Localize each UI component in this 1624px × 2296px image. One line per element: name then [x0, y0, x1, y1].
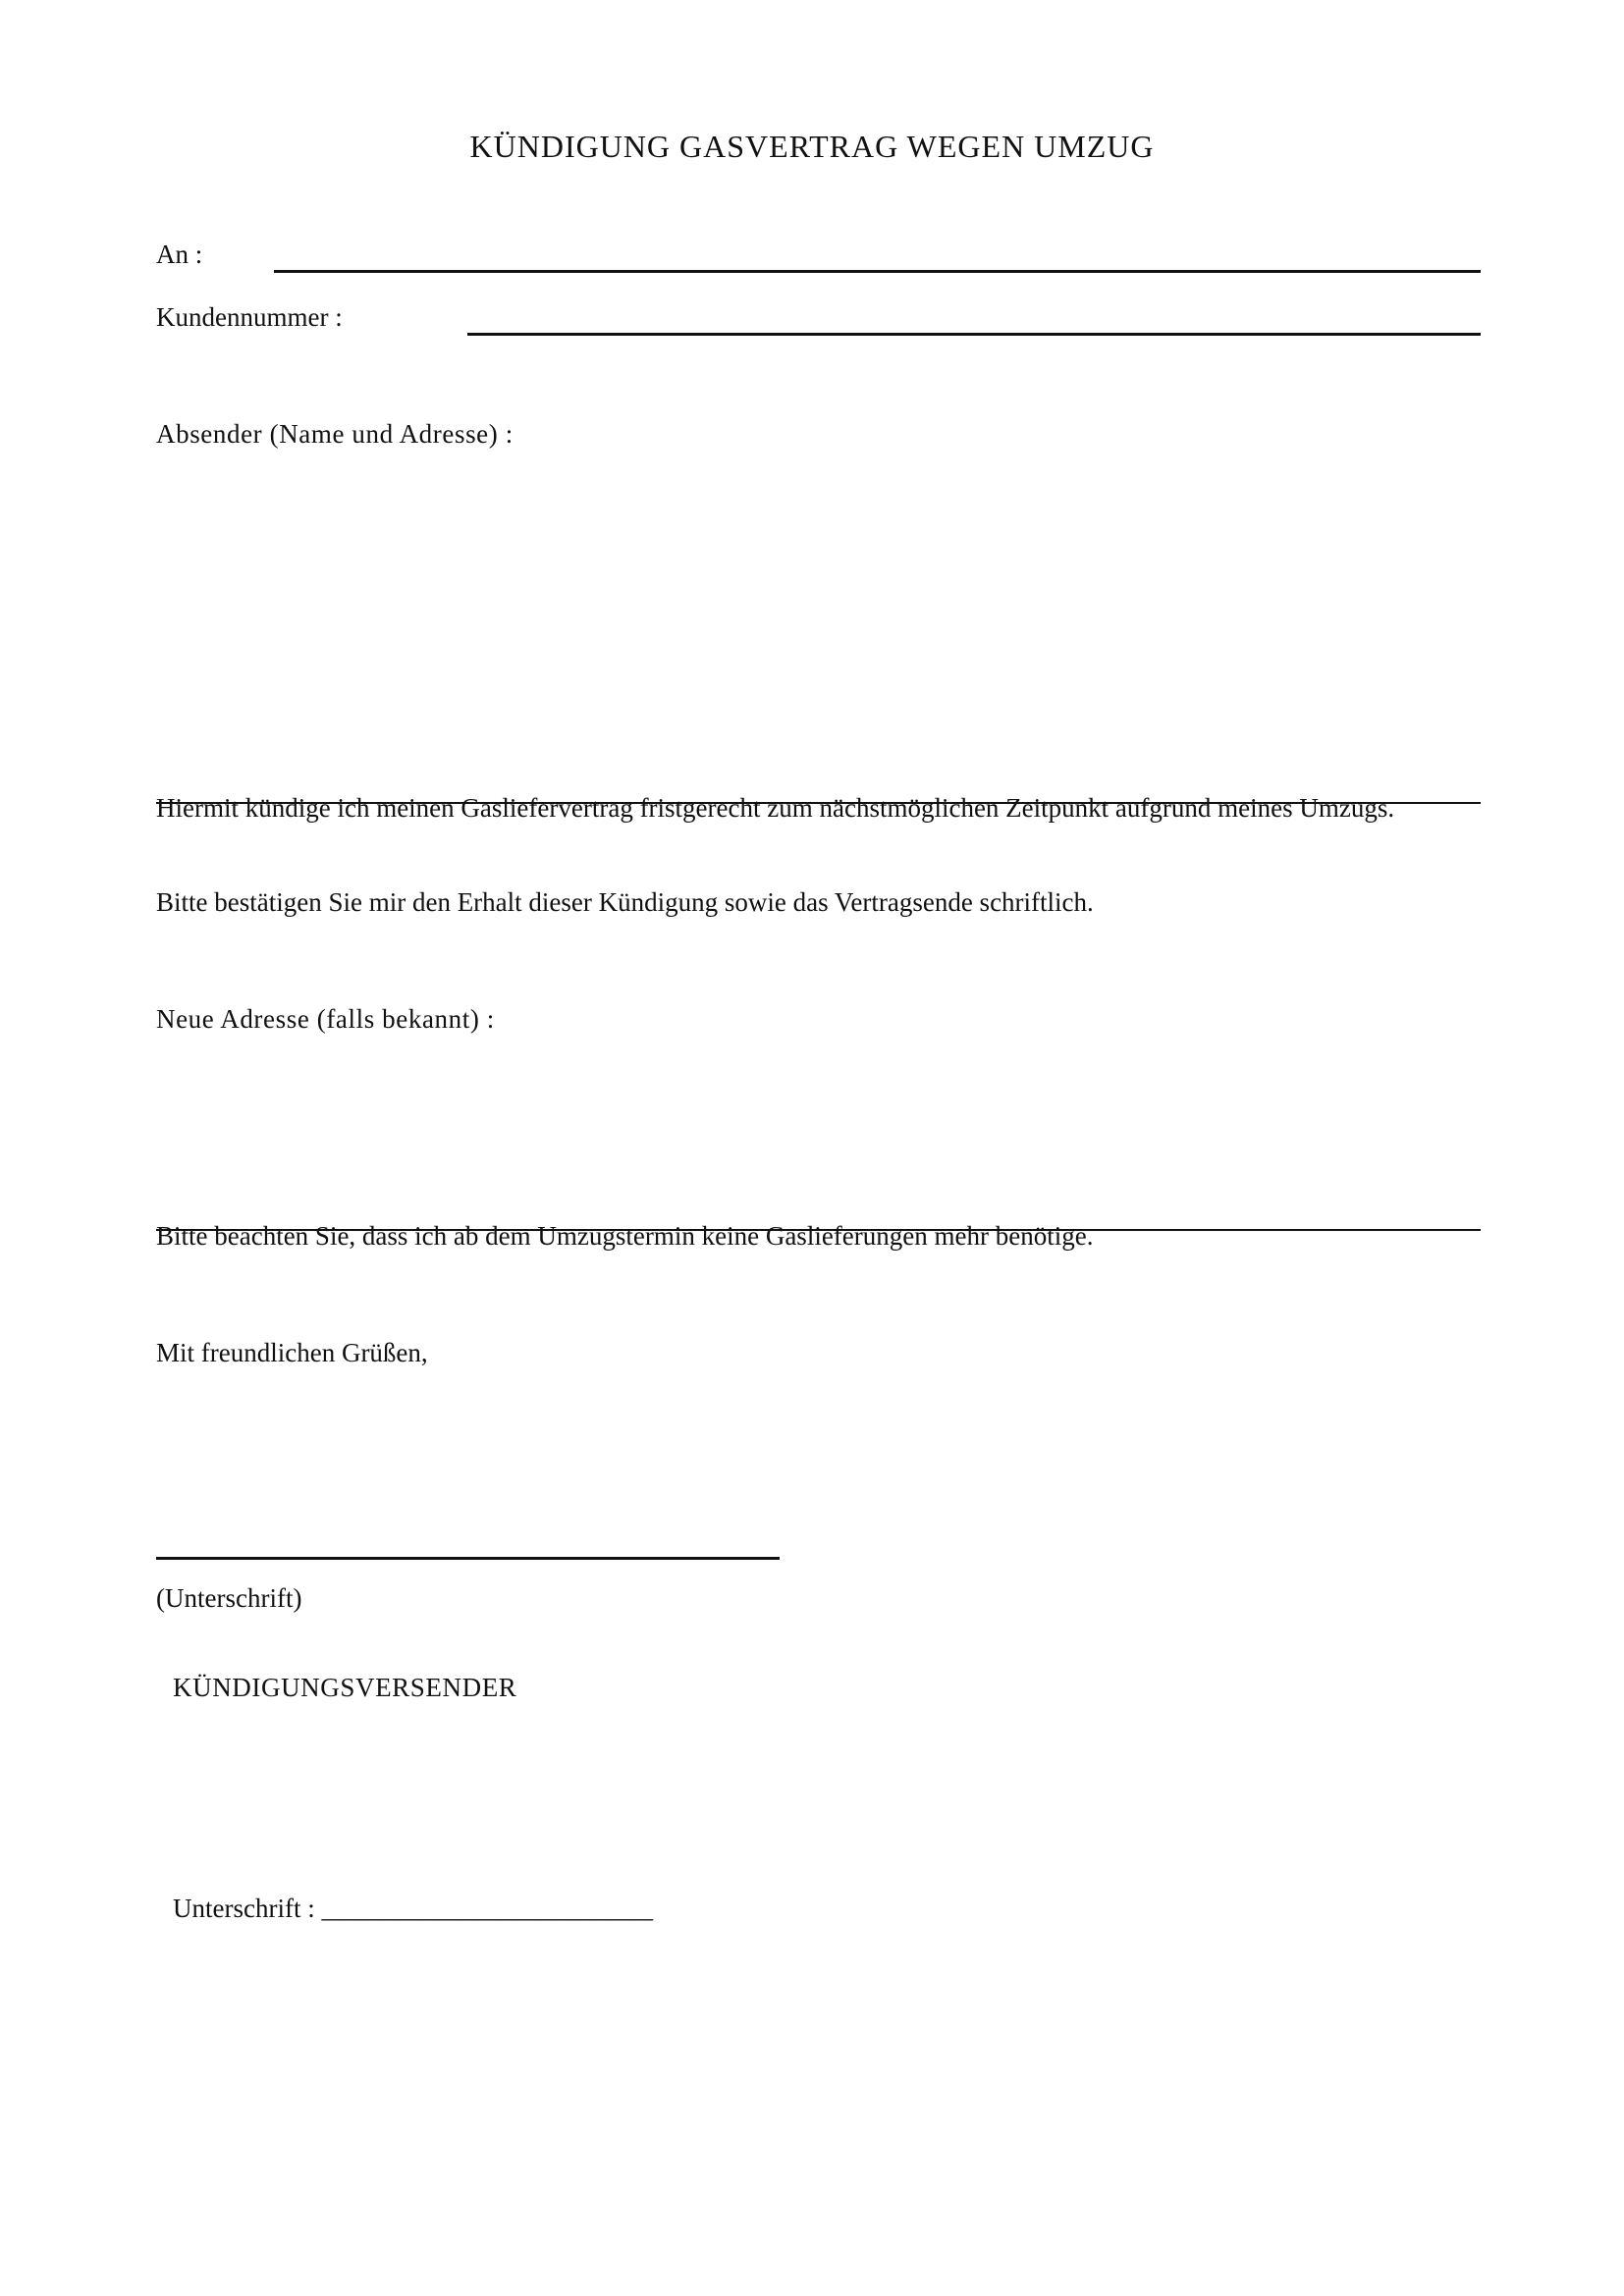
an-label: An : [156, 240, 203, 269]
kundennummer-label: Kundennummer : [156, 302, 343, 332]
versender-unterschrift-line[interactable]: Unterschrift : _________________________ [173, 1894, 653, 1923]
kundennummer-input-line[interactable] [467, 333, 1481, 336]
document-title: KÜNDIGUNG GASVERTRAG WEGEN UMZUG [469, 129, 1155, 164]
neue-adresse-label: Neue Adresse (falls bekannt) : [156, 1004, 495, 1034]
gruss-text: Mit freundlichen Grüßen, [156, 1338, 428, 1367]
absender-label: Absender (Name und Adresse) : [156, 419, 514, 449]
an-input-line[interactable] [274, 270, 1481, 273]
unterschrift-caption: (Unterschrift) [156, 1583, 302, 1613]
hinweis-text: Bitte beachten Sie, dass ich ab dem Umzugstermin keine Gaslieferungen mehr benötige. [156, 1221, 1094, 1251]
kuendigung-text: Hiermit kündige ich meinen Gasliefervertrag fristgerecht zum nächstmöglichen Zeitpunkt aufgrund meines Umzugs. [156, 793, 1395, 823]
bestaetigung-text: Bitte bestätigen Sie mir den Erhalt dieser Kündigung sowie das Vertragsende schriftlich. [156, 887, 1094, 917]
versender-heading: KÜNDIGUNGSVERSENDER [173, 1673, 517, 1702]
signature-line[interactable] [156, 1557, 780, 1560]
